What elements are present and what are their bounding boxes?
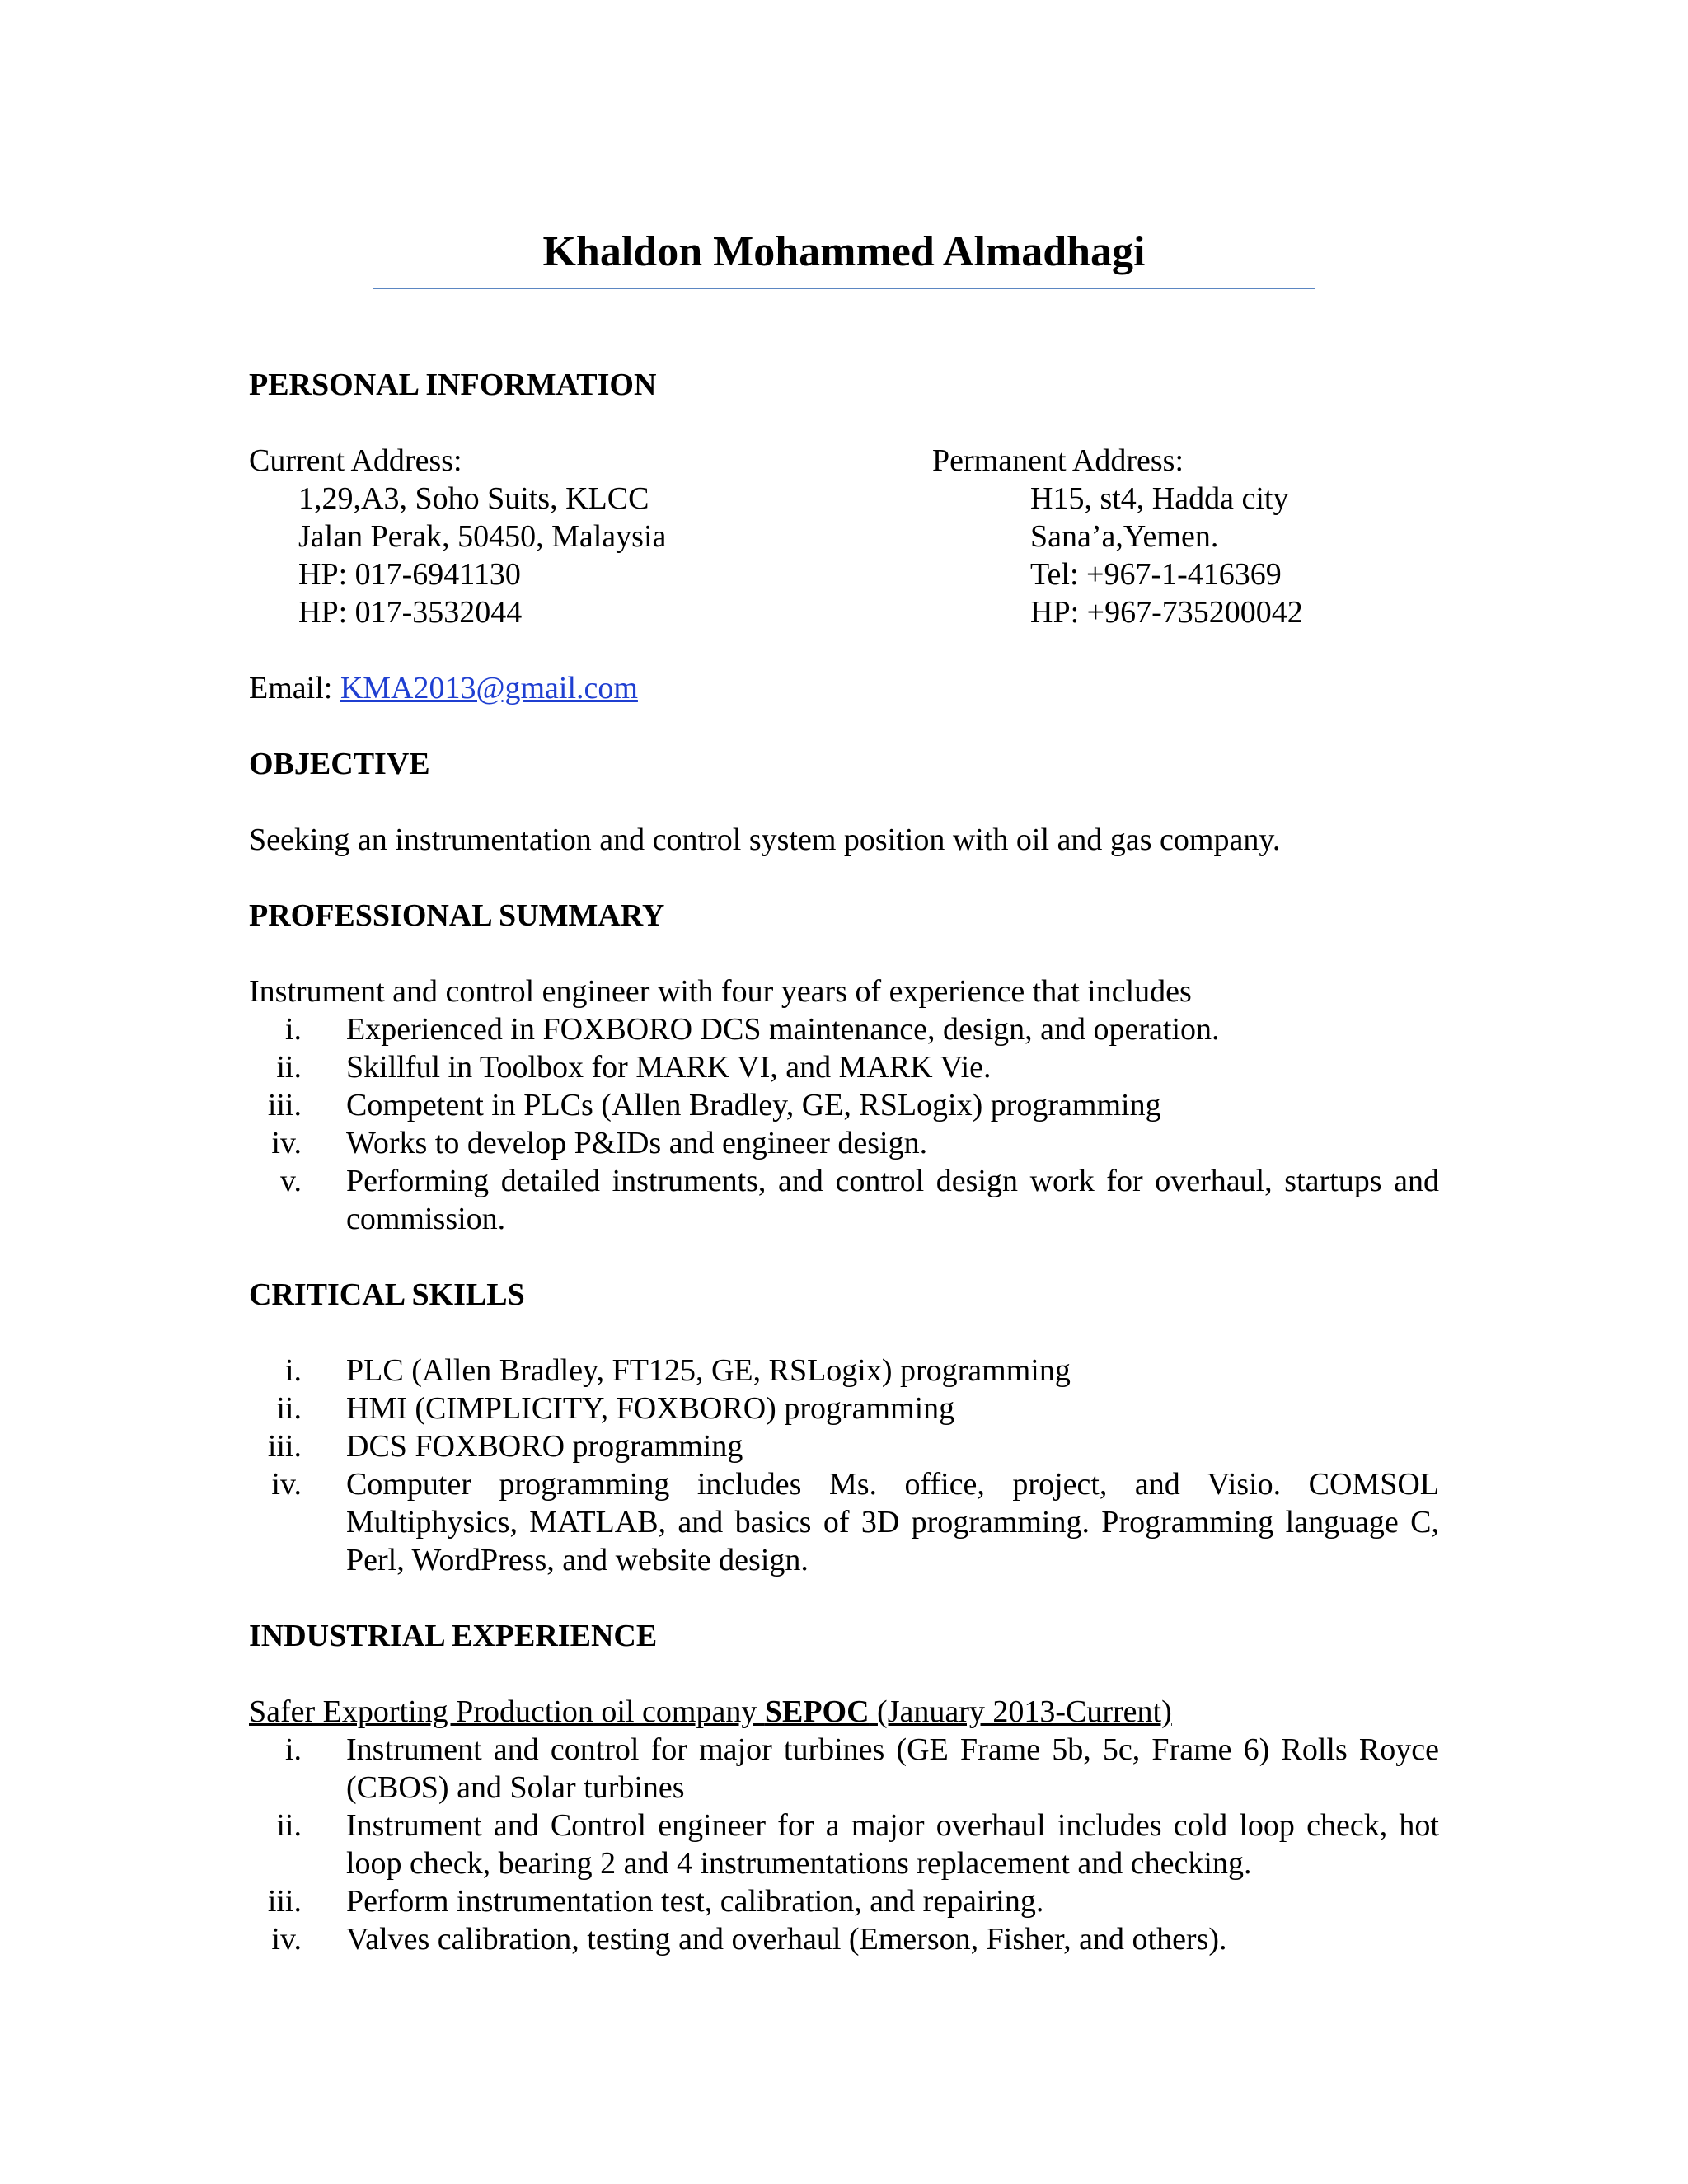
- list-item-text: PLC (Allen Bradley, FT125, GE, RSLogix) programming: [346, 1353, 1071, 1388]
- current-phone-line: HP: 017-6941130: [298, 557, 521, 592]
- summary-intro: Instrument and control engineer with four years of experience that includes: [249, 974, 1192, 1009]
- list-item-text: Skillful in Toolbox for MARK VI, and MARK Vie.: [346, 1050, 992, 1085]
- list-item: [249, 1427, 1439, 1465]
- list-number: iv.: [271, 1126, 302, 1160]
- list-number: iii.: [267, 1429, 302, 1464]
- email-row: [249, 669, 638, 707]
- company-abbreviation: SEPOC: [764, 1694, 870, 1729]
- list-number: i.: [284, 1012, 302, 1047]
- list-number: iv.: [271, 1922, 302, 1957]
- permanent-address-line: H15, st4, Hadda city: [1030, 481, 1289, 516]
- email-link[interactable]: KMA2013@gmail.com: [340, 671, 638, 705]
- list-number: ii.: [276, 1050, 302, 1085]
- list-item-text: Instrument and Control engineer for a major overhaul includes cold loop check, hot loop check, bearing 2 and 4 instrumentations replacement and checking.: [346, 1808, 1439, 1881]
- list-number: iii.: [267, 1088, 302, 1122]
- list-item-text: Instrument and control for major turbines (GE Frame 5b, 5c, Frame 6) Rolls Royce (CBOS) and Solar turbines: [346, 1732, 1439, 1805]
- list-item: [249, 1807, 1439, 1882]
- list-number: iii.: [267, 1884, 302, 1919]
- permanent-phone-line: Tel: +967-1-416369: [1030, 557, 1282, 592]
- critical-skills-heading: CRITICAL SKILLS: [249, 1277, 525, 1312]
- list-item-text: DCS FOXBORO programming: [346, 1429, 743, 1464]
- list-item: [249, 1086, 1439, 1124]
- list-number: ii.: [276, 1808, 302, 1843]
- personal-info-heading: PERSONAL INFORMATION: [249, 368, 657, 402]
- permanent-address-line: Sana’a,Yemen.: [1030, 519, 1219, 554]
- list-item: [249, 1048, 1439, 1086]
- objective-heading: OBJECTIVE: [249, 747, 430, 781]
- skills-list: [249, 1352, 1439, 1579]
- list-item-text: Works to develop P&IDs and engineer design.: [346, 1126, 928, 1160]
- list-number: i.: [284, 1353, 302, 1388]
- current-phone-line: HP: 017-3532044: [298, 595, 523, 630]
- list-item: [249, 1010, 1439, 1048]
- list-item: [249, 1162, 1439, 1238]
- current-address-line: 1,29,A3, Soho Suits, KLCC: [298, 481, 649, 516]
- email-label: Email:: [249, 671, 333, 705]
- list-item: [249, 1731, 1439, 1807]
- permanent-phone-line: HP: +967-735200042: [1030, 595, 1303, 630]
- list-item-text: Valves calibration, testing and overhaul (Emerson, Fisher, and others).: [346, 1922, 1227, 1957]
- list-item-text: Experienced in FOXBORO DCS maintenance, design, and operation.: [346, 1012, 1220, 1047]
- company-period: (January 2013-Current): [877, 1694, 1172, 1729]
- list-item: [249, 1352, 1439, 1390]
- company-line: [249, 1693, 1172, 1731]
- list-number: i.: [284, 1732, 302, 1767]
- list-item-text: HMI (CIMPLICITY, FOXBORO) programming: [346, 1391, 955, 1426]
- list-item-text: Competent in PLCs (Allen Bradley, GE, RSLogix) programming: [346, 1088, 1161, 1122]
- resume-name: Khaldon Mohammed Almadhagi: [542, 228, 1146, 275]
- list-item-text: Computer programming includes Ms. office, project, and Visio. COMSOL Multiphysics, MATLAB, and basics of 3D programming. Programming language C, Perl, WordPress, and website design.: [346, 1467, 1439, 1577]
- current-address-label: Current Address:: [249, 443, 462, 478]
- experience-list: [249, 1731, 1439, 1958]
- professional-summary-heading: PROFESSIONAL SUMMARY: [249, 898, 665, 933]
- industrial-experience-heading: INDUSTRIAL EXPERIENCE: [249, 1619, 658, 1653]
- summary-list: [249, 1010, 1439, 1238]
- permanent-address-label: Permanent Address:: [932, 443, 1184, 478]
- list-item-text: Perform instrumentation test, calibration, and repairing.: [346, 1884, 1044, 1919]
- list-item: [249, 1124, 1439, 1162]
- list-item: [249, 1882, 1439, 1920]
- list-item-text: Performing detailed instruments, and control design work for overhaul, startups and commission.: [346, 1164, 1439, 1236]
- title-underline: [373, 288, 1315, 289]
- list-item: [249, 1390, 1439, 1427]
- company-name: Safer Exporting Production oil company: [249, 1694, 757, 1729]
- list-item: [249, 1920, 1439, 1958]
- list-number: iv.: [271, 1467, 302, 1502]
- list-number: v.: [279, 1164, 302, 1198]
- current-address-line: Jalan Perak, 50450, Malaysia: [298, 519, 667, 554]
- list-number: ii.: [276, 1391, 302, 1426]
- list-item: [249, 1465, 1439, 1579]
- objective-text: Seeking an instrumentation and control system position with oil and gas company.: [249, 823, 1281, 857]
